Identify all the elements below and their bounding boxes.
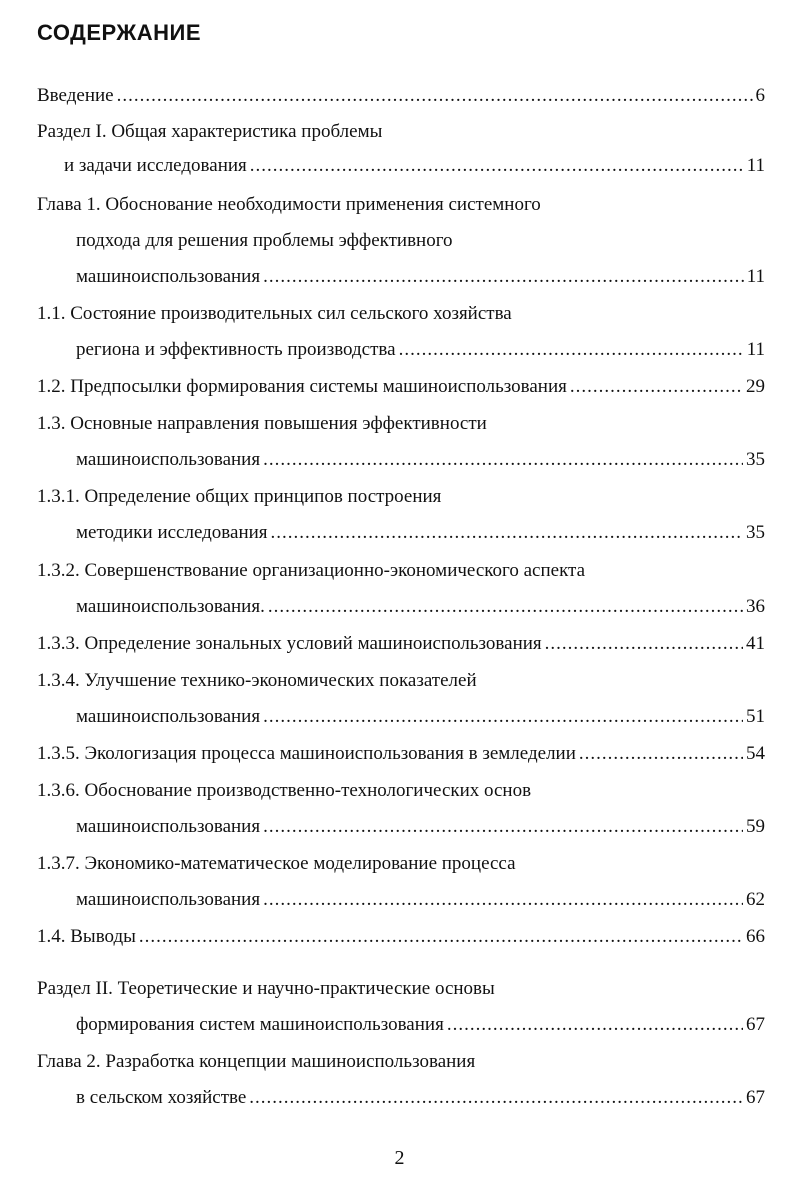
toc-entry-line xyxy=(0,556,799,586)
toc-entry-text: и задачи исследования xyxy=(64,155,247,176)
toc-entry[interactable] xyxy=(0,518,799,548)
toc-entry[interactable] xyxy=(0,885,799,915)
toc-entry-line xyxy=(0,666,799,696)
page-title: СОДЕРЖАНИЕ xyxy=(37,20,202,45)
toc-entry-line xyxy=(0,299,799,329)
toc-entry-text: машиноиспользования xyxy=(76,889,261,910)
toc-page-number: 67 xyxy=(746,1014,765,1035)
toc-entry[interactable] xyxy=(0,592,799,622)
dot-leader xyxy=(139,922,743,952)
toc-entry-text: 1.3.5. Экологизация процесса машиноиспользования в земледелии xyxy=(37,743,576,764)
dot-leader xyxy=(263,445,743,475)
toc-entry-text: Раздел II. Теоретические и научно-практические основы xyxy=(37,978,495,999)
dot-leader xyxy=(263,262,744,292)
toc-page-number: 62 xyxy=(746,889,765,910)
toc-entry[interactable] xyxy=(0,812,799,842)
toc-page-number: 66 xyxy=(746,926,765,947)
toc-page-number: 29 xyxy=(746,376,765,397)
toc-entry-text: 1.2. Предпосылки формирования системы машиноиспользования xyxy=(37,376,567,397)
dot-leader xyxy=(268,592,743,622)
toc-page-number: 54 xyxy=(746,743,765,764)
toc-entry-text: в сельском хозяйстве xyxy=(76,1087,247,1108)
toc-entry[interactable] xyxy=(0,445,799,475)
toc-entry[interactable] xyxy=(0,81,799,111)
toc-entry-text: 1.3.1. Определение общих принципов построения xyxy=(37,486,442,507)
toc-entry-line xyxy=(0,190,799,220)
toc-page-number: 11 xyxy=(746,155,765,176)
toc-entry[interactable] xyxy=(0,335,799,365)
toc-page-number: 67 xyxy=(746,1087,765,1108)
toc-page-number: 41 xyxy=(746,633,765,654)
toc-entry-text: Глава 1. Обоснование необходимости применения системного xyxy=(37,194,541,215)
dot-leader xyxy=(447,1010,743,1040)
toc-entry[interactable] xyxy=(0,151,799,181)
toc-entry-text: машиноиспользования. xyxy=(76,596,265,617)
toc-entry-text: машиноиспользования xyxy=(76,266,261,287)
toc-entry-text: Раздел I. Общая характеристика проблемы xyxy=(37,121,383,142)
toc-entry-text: 1.3.3. Определение зональных условий машиноиспользования xyxy=(37,633,542,654)
dot-leader xyxy=(263,812,743,842)
dot-leader xyxy=(263,702,743,732)
toc-entry-line xyxy=(0,117,799,147)
toc-entry[interactable] xyxy=(0,922,799,952)
dot-leader xyxy=(271,518,743,548)
toc-page-number: 11 xyxy=(746,266,765,287)
toc-entry[interactable] xyxy=(0,739,799,769)
toc-entry-line xyxy=(0,226,799,256)
toc-entry-line xyxy=(0,482,799,512)
toc-entry-text: машиноиспользования xyxy=(76,816,261,837)
toc-page-number: 59 xyxy=(746,816,765,837)
dot-leader xyxy=(570,372,743,402)
toc-page-number: 36 xyxy=(746,596,765,617)
toc-entry[interactable] xyxy=(0,702,799,732)
toc-entry-text: 1.3.6. Обоснование производственно-технологических основ xyxy=(37,780,532,801)
toc-page-number: 6 xyxy=(755,85,765,106)
dot-leader xyxy=(250,151,744,181)
toc-entry-text: подхода для решения проблемы эффективного xyxy=(76,230,453,251)
toc-entry[interactable] xyxy=(0,372,799,402)
toc-entry-text: Глава 2. Разработка концепции машиноиспользования xyxy=(37,1051,476,1072)
toc-entry-text: формирования систем машиноиспользования xyxy=(76,1014,444,1035)
toc-page-number: 11 xyxy=(746,339,765,360)
dot-leader xyxy=(545,629,743,659)
toc-page-number: 35 xyxy=(746,522,765,543)
toc-entry-text: методики исследования xyxy=(76,522,268,543)
toc-entry-text: региона и эффективность производства xyxy=(76,339,396,360)
toc-entry-line xyxy=(0,974,799,1004)
toc-page-number: 35 xyxy=(746,449,765,470)
dot-leader xyxy=(117,81,753,111)
dot-leader xyxy=(249,1083,743,1113)
toc-entry-line xyxy=(0,1047,799,1077)
page-number: 2 xyxy=(394,1147,405,1169)
toc-entry-text: 1.3.2. Совершенствование организационно-экономического аспекта xyxy=(37,560,586,581)
toc-page-number: 51 xyxy=(746,706,765,727)
toc-entry-text: 1.3.4. Улучшение технико-экономических показателей xyxy=(37,670,477,691)
toc-entry-text: Введение xyxy=(37,85,114,106)
toc-entry[interactable] xyxy=(0,629,799,659)
toc-entry[interactable] xyxy=(0,262,799,292)
toc-entry-text: машиноиспользования xyxy=(76,706,261,727)
toc-entry-line xyxy=(0,409,799,439)
dot-leader xyxy=(579,739,743,769)
toc-entry-text: 1.3. Основные направления повышения эффективности xyxy=(37,413,487,434)
toc-entry[interactable] xyxy=(0,1083,799,1113)
toc-entry-text: 1.3.7. Экономико-математическое моделирование процесса xyxy=(37,853,516,874)
dot-leader xyxy=(263,885,743,915)
toc-entry[interactable] xyxy=(0,1010,799,1040)
toc-entry-text: машиноиспользования xyxy=(76,449,261,470)
dot-leader xyxy=(399,335,744,365)
toc-entry-line xyxy=(0,849,799,879)
toc-entry-line xyxy=(0,776,799,806)
toc-entry-text: 1.1. Состояние производительных сил сельского хозяйства xyxy=(37,303,512,324)
toc-entry-text: 1.4. Выводы xyxy=(37,926,136,947)
